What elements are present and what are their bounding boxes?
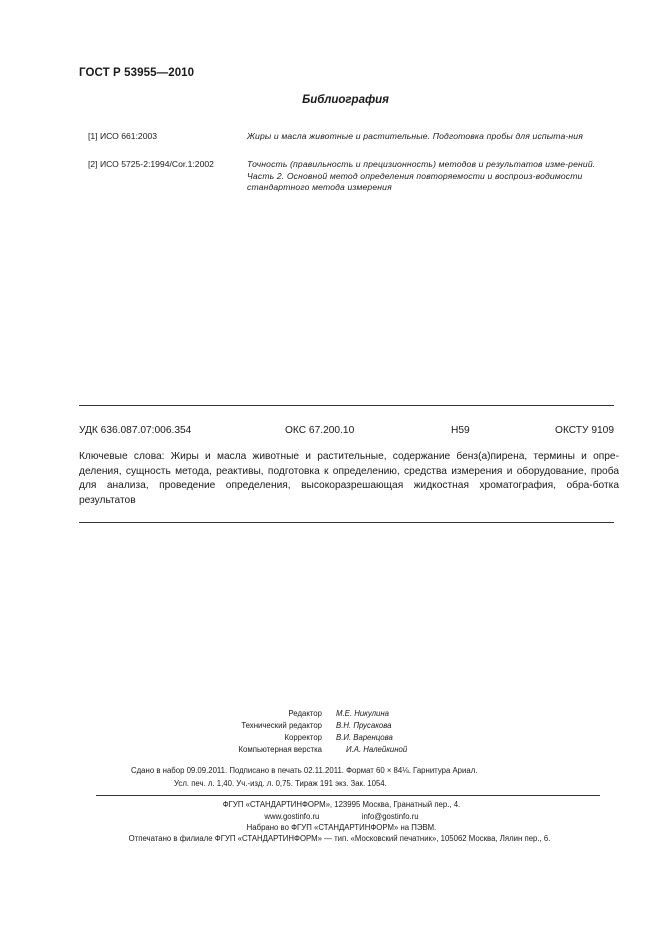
reference-number: [1] ИСО 661:2003 bbox=[88, 131, 158, 141]
udk-code: УДК 636.087.07:006.354 bbox=[79, 425, 192, 436]
document-number: ГОСТ Р 53955—2010 bbox=[79, 67, 195, 79]
credit-name: В.И. Варенцова bbox=[336, 733, 393, 742]
okstu-code: ОКСТУ 9109 bbox=[555, 425, 614, 436]
credit-role: Технический редактор bbox=[241, 721, 322, 730]
credit-name: М.Е. Никулина bbox=[336, 709, 390, 718]
classification-row bbox=[79, 425, 614, 439]
credit-role: Редактор bbox=[288, 709, 322, 718]
website-link[interactable]: www.gostinfo.ru bbox=[264, 812, 320, 821]
credit-name: И.А. Налейкиной bbox=[346, 745, 408, 754]
typeset-note: Набрано во ФГУП «СТАНДАРТИНФОРМ» на ПЭВМ. bbox=[246, 823, 437, 832]
oks-code: ОКС 67.200.10 bbox=[285, 425, 355, 436]
reference-text: Жиры и масла животные и растительные. Подготовка пробы для испыта-ния bbox=[247, 131, 583, 141]
email-link[interactable]: info@gostinfo.ru bbox=[361, 812, 419, 821]
keywords: Ключевые слова: Жиры и масла животные и растительные, содержание бенз(а)пирена, термины и опре-деления, сущность метода, реактивы, подготовка к определению, средства измерения и оборудование, проба для анализа, проведение определения, высокоразрешающая жидкостная хроматография, обра-ботка результатов bbox=[79, 451, 619, 506]
reference-number: [2] ИСО 5725-2:1994/Cor.1:2002 bbox=[88, 159, 214, 169]
credit-role: Компьютерная верстка bbox=[238, 745, 322, 754]
imprint-line: Сдано в набор 09.09.2011. Подписано в печать 02.11.2011. Формат 60 × 84⅛. Гарнитура Ариал. bbox=[131, 766, 478, 775]
imprint-line: Усл. печ. л. 1,40. Уч.-изд. л. 0,75. Тираж 191 экз. Зак. 1054. bbox=[174, 779, 387, 788]
reference-text: Точность (правильность и прецизионность) методов и результатов изме-рений. Часть 2. Основной метод определения повторяемости и воспроиз-водимости стандартного метода измерения bbox=[247, 159, 596, 193]
publisher-contacts bbox=[0, 812, 661, 821]
credit-role: Корректор bbox=[284, 733, 322, 742]
divider bbox=[96, 795, 600, 796]
publisher-address: ФГУП «СТАНДАРТИНФОРМ», 123995 Москва, Гранатный пер., 4. bbox=[222, 800, 461, 809]
divider bbox=[79, 522, 614, 523]
divider bbox=[79, 405, 614, 406]
bibliography-title: Библиография bbox=[302, 94, 389, 106]
print-note: Отпечатано в филиале ФГУП «СТАНДАРТИНФОРМ» — тип. «Московский печатник», 105062 Москва, Лялин пер., 6. bbox=[128, 834, 551, 843]
credit-name: В.Н. Прусакова bbox=[336, 721, 392, 730]
group-code: Н59 bbox=[451, 425, 470, 436]
